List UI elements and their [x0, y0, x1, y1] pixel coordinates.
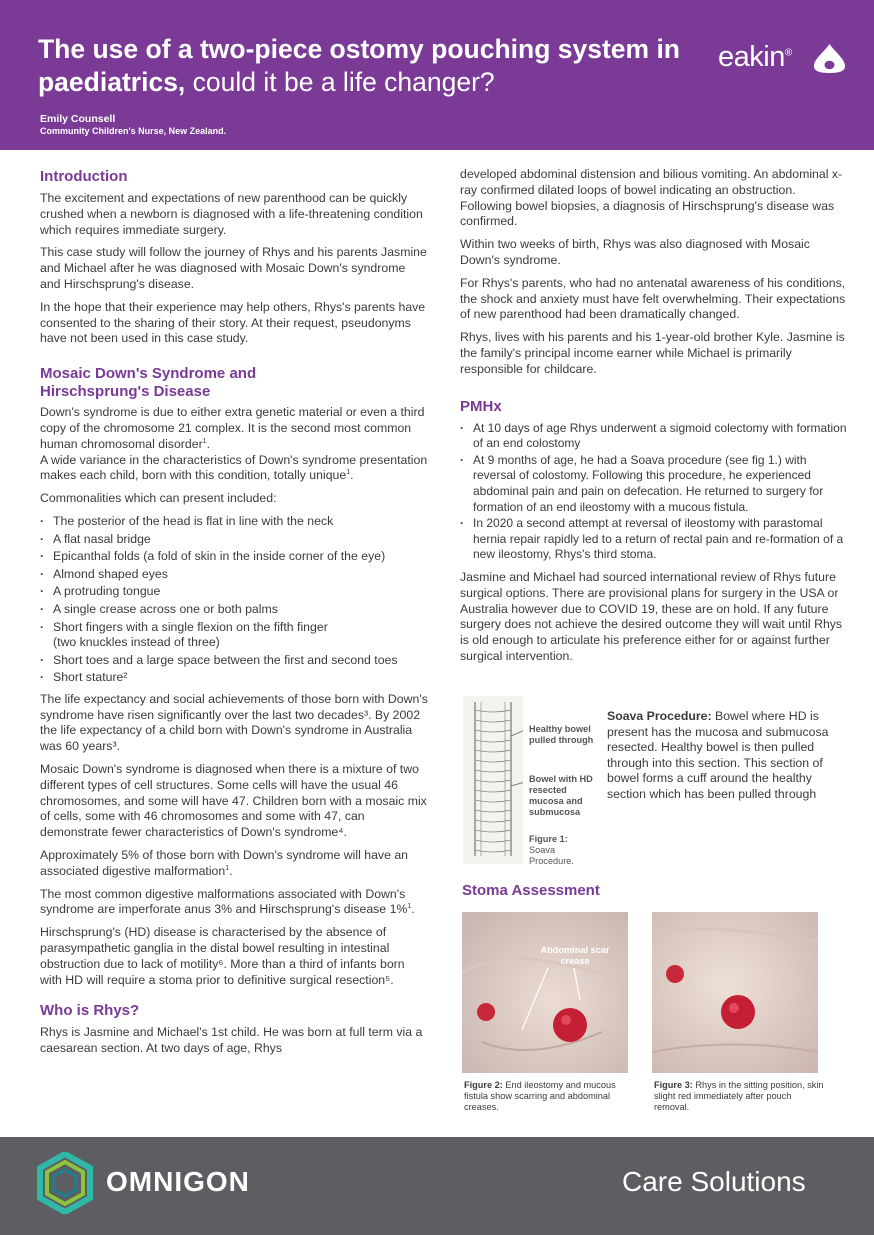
list-item: · A flat nasal bridge — [40, 532, 428, 548]
footer-tagline: Care Solutions — [622, 1166, 806, 1197]
mosaic-paragraph-7: The most common digestive malformations associated with Down's syndrome are imperforate anus 3% and Hirschsprung's disease 1%$^1$. — [40, 886, 415, 917]
mosaic-paragraph-1: Down's syndrome is due to either extra genetic material or even a third copy of the chromosome 21 complex. It is the second most common human chromosomal disorder$^1$. — [40, 405, 425, 451]
section-heading-who-is-rhys: Who is Rhys? — [40, 1002, 140, 1020]
right-paragraph-3: For Rhys's parents, who had no antenatal awareness of his conditions, the shock and anxiety must have felt overwhelming. Their expectations of new parenthood had been dramatically changed. — [460, 275, 846, 322]
mosaic-paragraph-2: A wide variance in the characteristics of Down's syndrome presentation makes each child, born with this condition, totally unique$^1$. — [40, 452, 428, 483]
right-column — [460, 167, 848, 672]
mosaic-paragraph-5: Mosaic Down's syndrome is diagnosed when there is a mixture of two different types of cell structures. Some cells will have the usual 46 chromosomes, and some will have 47. Children born with a mosaic mix of cells, some with 46 chromosomes and some with 47, can demonstrate fewer characteristics of Down's syndrome⁴. — [40, 762, 427, 840]
figure1-label-healthy-bowel: Healthy bowel pulled through — [529, 724, 594, 745]
list-item: · In 2020 a second attempt at reversal of ileostomy with parastomal hernia repair rapidly led to a return of rectal pain and re-formation of a new ileostomy, Rhys's third stoma. — [460, 516, 848, 563]
mosaic-paragraph-4: The life expectancy and social achievements of those born with Down's syndrome have risen significantly over the last two decades³. By 2002 the life expectancy of a child born with Down's syndrome in Australia was 60 years³. — [40, 691, 428, 754]
list-item: · Epicanthal folds (a fold of skin in the inside corner of the eye) — [40, 549, 428, 565]
section-heading-pmhx: PMHx — [460, 397, 502, 415]
pmhx-list — [460, 421, 848, 563]
page-title: The use of a two-piece ostomy pouching system in paediatrics, could it be a life changer? — [38, 34, 680, 97]
figure3-stoma-photo — [652, 912, 818, 1073]
mosaic-paragraph-8: Hirschsprung's (HD) disease is characterised by the absence of parasympathetic ganglia in the distal bowel resulting in intestinal obstruction due to lack of motility⁶. More than a third of infants born with HD will require a stoma prior to definitive surgical resection⁵. — [40, 925, 405, 987]
down-syndrome-features-list — [40, 514, 428, 686]
right-paragraph-1: developed abdominal distension and bilious vomiting. An abdominal x- ray confirmed dilated loops of bowel indicating an obstruction. Following bowel biopsies, a diagnosis of Hirschsprung's disease was confirmed. — [460, 167, 843, 229]
omnigon-brand: OMNIGON — [106, 1166, 250, 1197]
right-paragraph-2: Within two weeks of birth, Rhys was also diagnosed with Mosaic Down's syndrome. — [460, 237, 810, 267]
figure3-caption: Figure 3: Rhys in the sitting position, skin slight red immediately after pouch removal. — [654, 1080, 824, 1112]
eakin-logo: eakin® — [718, 41, 792, 73]
figure2-photo-label: Abdominal scar crease — [540, 945, 610, 966]
section-heading-introduction: Introduction — [40, 168, 128, 185]
intro-paragraph-3: In the hope that their experience may help others, Rhys's parents have consented to the sharing of their story. At their request, pseudonyms have not been used in this case study. — [40, 299, 426, 346]
section-heading-mosaic: Mosaic Down's Syndrome and Hirschsprung's Disease — [40, 365, 257, 401]
list-item: · Short toes and a large space between the first and second toes — [40, 653, 428, 669]
list-item: · Short fingers with a single flexion on the fifth finger (two knuckles instead of three) — [40, 620, 340, 651]
author-name: Emily Counsell — [40, 113, 116, 125]
author-affiliation: Community Children's Nurse, New Zealand. — [40, 126, 227, 136]
list-item: · Almond shaped eyes — [40, 567, 428, 583]
list-item: · A protruding tongue — [40, 584, 428, 600]
omnigon-logo-icon — [34, 1152, 96, 1214]
pmhx-paragraph-1: Jasmine and Michael had sourced international review of Rhys future surgical options. There are provisional plans for surgery in the USA or Australia however due to COVID 19, these are on hold. If any future surgery does not achieve the desired outcome they will wait until Rhys is old enough to articulate his preference either for or against further surgical intervention. — [460, 569, 843, 663]
eakin-drop-icon — [813, 43, 846, 74]
figure2-stoma-photo — [462, 912, 628, 1073]
list-item: · The posterior of the head is flat in line with the neck — [40, 514, 428, 530]
list-item: · At 10 days of age Rhys underwent a sigmoid colectomy with formation of an end colostomy — [460, 421, 848, 452]
list-item: · A single crease across one or both palms — [40, 602, 428, 618]
section-heading-stoma-assessment: Stoma Assessment — [462, 882, 600, 899]
right-paragraph-4: Rhys, lives with his parents and his 1-year-old brother Kyle. Jasmine is the family's principal income earner while Michael is primarily responsible for childcare. — [460, 330, 845, 376]
list-item: · Short stature² — [40, 670, 428, 686]
intro-paragraph-2: This case study will follow the journey of Rhys and his parents Jasmine and Michael after he was diagnosed with Mosaic Down's syndrome and Hirschsprung's disease. — [40, 245, 427, 291]
mosaic-paragraph-6: Approximately 5% of those born with Down's syndrome will have an associated digestive malformation$^1$. — [40, 848, 409, 878]
soava-procedure-illustration — [463, 696, 523, 864]
list-item: · At 9 months of age, he had a Soava procedure (see fig 1.) with reversal of colostomy. Following this procedure, he experienced abdominal pain and pain on defecation. He returned to surgery for formation of an end ileostomy with a mucous fistula. — [460, 453, 848, 515]
figure2-caption: Figure 2: End ileostomy and mucous fistula show scarring and abdominal creases. — [464, 1080, 616, 1112]
figure1-label-hd-bowel: Bowel with HD resected mucosa and submucosa — [529, 774, 593, 817]
left-column — [40, 168, 428, 1064]
soava-procedure-description: Soava Procedure: Bowel where HD is present has the mucosa and submucosa resected. Healthy bowel is then pulled through into this section. This section of bowel forms a cuff around the healthy section which has been pulled through — [607, 709, 829, 801]
mosaic-paragraph-3: Commonalities which can present included: — [40, 491, 277, 506]
who-paragraph-1: Rhys is Jasmine and Michael's 1st child. He was born at full term via a caesarean section. At two days of age, Rhys — [40, 1025, 423, 1056]
intro-paragraph-1: The excitement and expectations of new parenthood can be quickly crushed when a newborn is diagnosed with a life-threatening condition which requires immediate surgery. — [40, 191, 423, 237]
figure1-caption: Figure 1: Soava Procedure. — [529, 834, 574, 866]
